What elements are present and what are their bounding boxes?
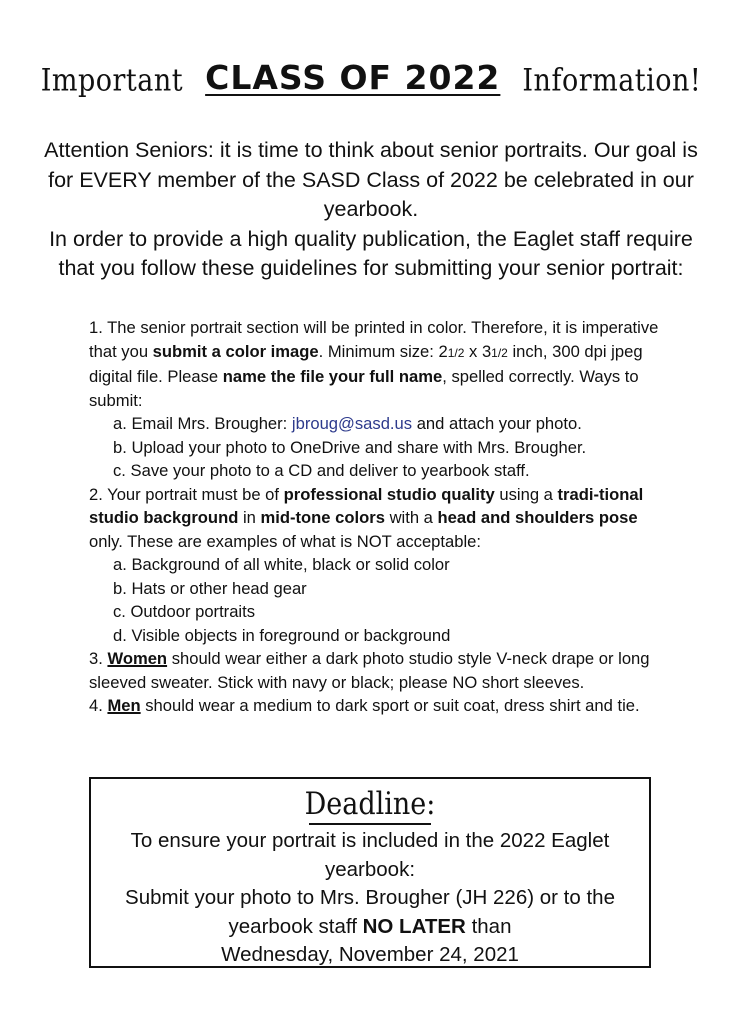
guideline-2-example-objects: d. Visible objects in foreground or background xyxy=(113,625,451,645)
email-link[interactable]: jbroug@sasd.us xyxy=(291,414,413,433)
option-email-suffix: and attach your photo. xyxy=(412,414,582,433)
guideline-2-text-c: in xyxy=(238,508,261,527)
deadline-heading: Deadline: xyxy=(304,786,436,823)
option-email-prefix: a. Email Mrs. Brougher: xyxy=(113,414,292,433)
guideline-2-example-hats: b. Hats or other head gear xyxy=(113,578,307,598)
guideline-2-studio-quality: professional studio quality xyxy=(283,484,495,504)
guideline-1-color-image: submit a color image xyxy=(152,341,319,361)
guideline-3-women: Women xyxy=(107,649,168,668)
guideline-2-mid-tone: mid-tone colors xyxy=(260,508,385,527)
guideline-2-pose: head and shoulders pose xyxy=(437,508,638,527)
guideline-1-text-a: 1. The senior portrait section will be printed in color. Therefore, it is imperative that you xyxy=(89,318,659,361)
title-information: Information! xyxy=(522,62,702,99)
guideline-2-background: tradi-tional studio background xyxy=(89,484,644,527)
deadline-date: Wednesday, November 24, 2021 xyxy=(221,943,519,966)
guideline-1-text-c: x 3 xyxy=(464,341,492,361)
guideline-3-text: should wear either a dark photo studio style V-neck drape or long sleeved sweater. Stick with navy or black; please NO short sleeves. xyxy=(89,649,650,692)
intro-attention: Attention Seniors: it is time to think about senior portraits. Our goal is for EVERY member of the SASD Class of 2022 be celebrated in our yearbook. xyxy=(44,138,698,221)
title-important: Important xyxy=(40,62,184,99)
guideline-2 xyxy=(89,483,669,554)
guideline-2-text-a: 2. Your portrait must be of xyxy=(89,484,284,504)
guideline-4 xyxy=(89,694,669,718)
deadline-no-later: NO LATER xyxy=(362,914,466,938)
title-class-of-2022: CLASS OF 2022 xyxy=(205,58,501,97)
deadline-line-1: To ensure your portrait is included in the 2022 Eaglet yearbook: xyxy=(130,829,610,881)
guideline-1 xyxy=(89,316,669,412)
guideline-4-men: Men xyxy=(107,696,141,715)
guideline-1-text-e: , spelled correctly. Ways to submit: xyxy=(89,367,639,410)
guidelines-list xyxy=(89,316,669,718)
guideline-1-text-d: inch, 300 dpi jpeg digital file. Please xyxy=(89,341,643,386)
guideline-2-text-e: only. These are examples of what is NOT acceptable: xyxy=(89,531,481,551)
guideline-1-option-cd: c. Save your photo to a CD and deliver to yearbook staff. xyxy=(113,461,530,480)
deadline-box xyxy=(89,777,651,968)
guideline-4-text: should wear a medium to dark sport or suit coat, dress shirt and tie. xyxy=(140,696,640,715)
page-title xyxy=(0,58,742,97)
guideline-3-number: 3. xyxy=(89,649,108,668)
guideline-2-text-d: with a xyxy=(384,508,438,527)
guideline-3 xyxy=(89,647,669,694)
guideline-4-number: 4. xyxy=(89,696,108,715)
guideline-1-option-onedrive: b. Upload your photo to OneDrive and share with Mrs. Brougher. xyxy=(113,437,587,457)
deadline-line-2-pre: Submit your photo to Mrs. Brougher (JH 226) or to the yearbook staff xyxy=(125,886,615,938)
intro-paragraph xyxy=(40,136,702,284)
guideline-1-size-fraction-2: 1/2 xyxy=(491,345,508,360)
guideline-1-text-b: . Minimum size: 2 xyxy=(318,341,448,361)
deadline-line-2 xyxy=(107,884,633,941)
guideline-2-example-background: a. Background of all white, black or solid color xyxy=(113,555,450,574)
deadline-text xyxy=(91,827,649,970)
guideline-1-size-fraction-1: 1/2 xyxy=(447,345,465,360)
guideline-1-file-name: name the file your full name xyxy=(222,367,443,386)
intro-requirements: In order to provide a high quality publication, the Eaglet staff require that you follow these guidelines for submitting your senior portrait: xyxy=(49,226,693,280)
guideline-2-text-b: using a xyxy=(494,484,558,504)
guideline-1-option-email xyxy=(89,412,669,436)
guideline-2-example-outdoor: c. Outdoor portraits xyxy=(113,602,256,621)
deadline-line-2-post: than xyxy=(465,914,512,938)
